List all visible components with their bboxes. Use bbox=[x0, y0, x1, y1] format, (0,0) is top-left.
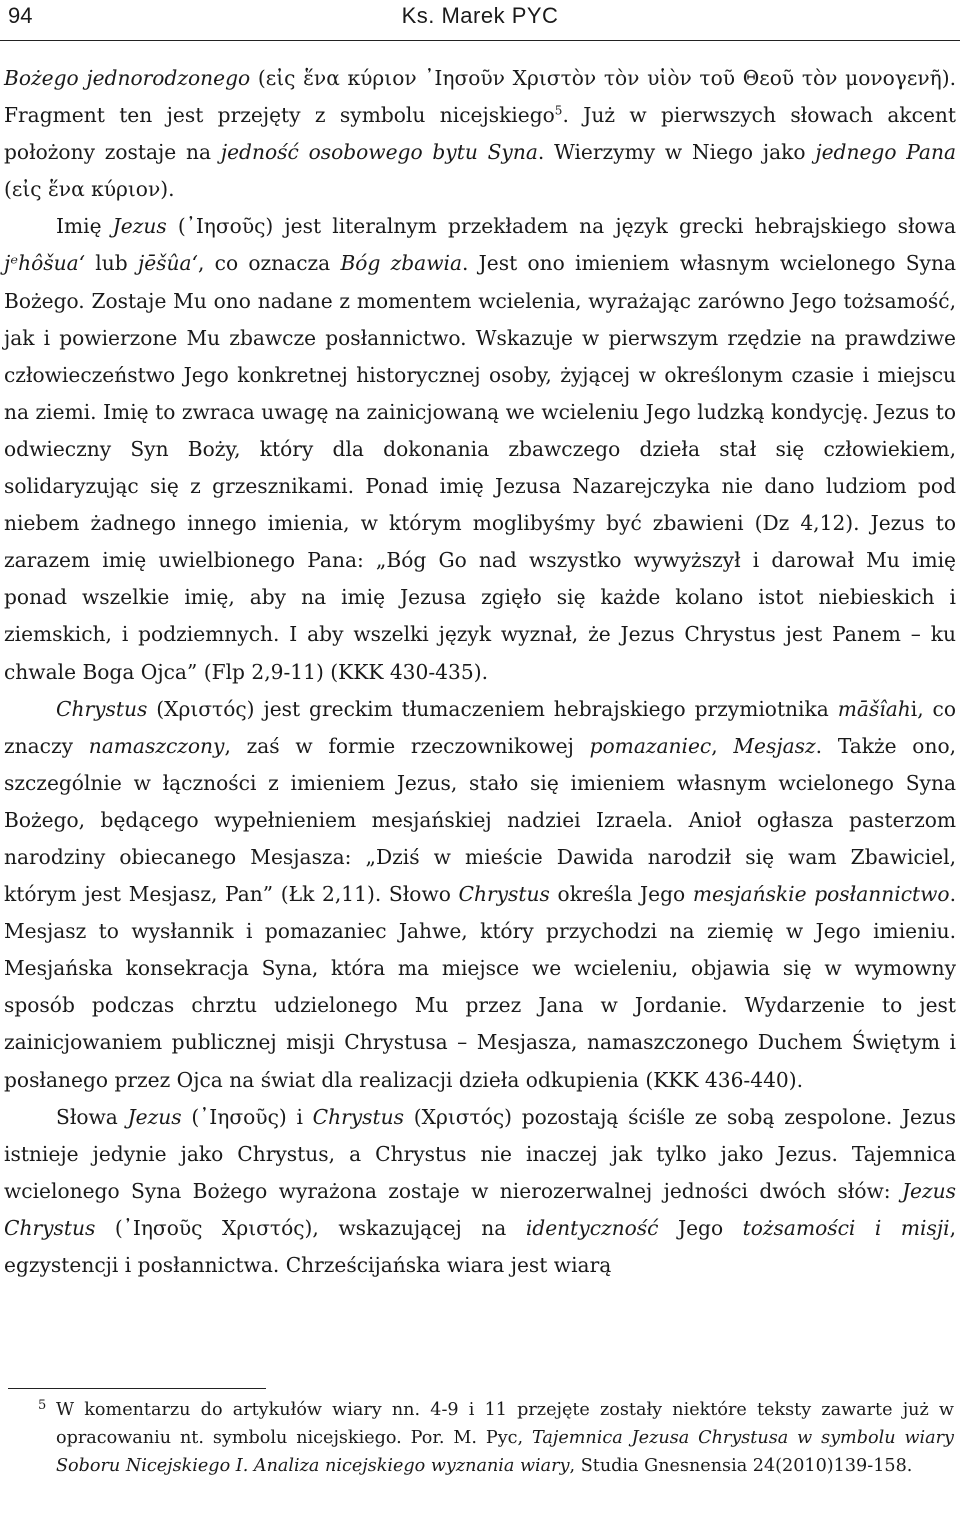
text-run: , egzystencji i posłannictwa. Chrześcijańska wiara jest wiarą bbox=[4, 1215, 957, 1277]
text-run: Imię bbox=[56, 214, 113, 239]
text-run: , co oznacza bbox=[197, 251, 341, 276]
emphasis: Jezus bbox=[127, 1104, 182, 1129]
page-number: 94 bbox=[8, 3, 33, 28]
emphasis: mesjańskie posłannictwo bbox=[692, 882, 950, 907]
emphasis: Bóg zbawia bbox=[340, 251, 462, 276]
text-run: (Χριστός) pozostają ściśle ze sobą zespolone. Jezus istnieje jedynie jako Chrystus, a Chrystus nie inaczej jak tylko jako Jezus. Tajemnica wcielonego Syna Bożego wyrażona zostaje w nierozerwalnej jedności dwóch słów: bbox=[4, 1104, 956, 1203]
emphasis: identyczność bbox=[525, 1215, 659, 1240]
footnote bbox=[38, 1396, 954, 1480]
text-run: lub bbox=[85, 251, 138, 276]
text-run: , bbox=[711, 733, 734, 758]
text-run: . Mesjasz to wysłannik i pomazaniec Jahwe, który przychodzi na ziemię w Jego imieniu. Mesjańska konsekracja Syna, która ma miejsce we wcieleniu, objawia się w wymowny sposób podczas chrztu udzielonego Mu przez Jana w Jordanie. Wydarzenie to jest zainicjowaniem publicznej misji Chrystusa – Mesjasza, namaszczonego Duchem Świętym i posłanego przez Ojca na świat dla realizacji dzieła odkupienia (KKK 436-440). bbox=[4, 882, 956, 1092]
text-run: Słowa bbox=[56, 1104, 128, 1129]
paragraph-2 bbox=[4, 208, 956, 690]
page-header bbox=[0, 0, 960, 34]
text-run: , Studia Gnesnensia 24(2010)139-158. bbox=[569, 1456, 913, 1476]
text-run: (᾿Ιησοῦς Χριστός), wskazującej na bbox=[95, 1215, 526, 1240]
text-run: (᾿Ιησοῦς) jest literalnym przekładem na język grecki hebrajskiego słowa bbox=[166, 214, 957, 239]
text-run: określa Jego bbox=[549, 882, 693, 907]
text-run: W komentarzu do artykułów wiary nn. 4-9 i 11 przejęte zostały niektóre teksty zawarte już w opracowaniu nt. symbolu nicejskiego. Por. M. Pyc, bbox=[56, 1400, 954, 1448]
text-run: (᾿Ιησοῦς) i bbox=[181, 1104, 313, 1129]
text-run: (εἰς ἕνα κύριον ᾿Ιησοῦν Χριστὸν τὸν υἱὸν τοῦ Θεοῦ τὸν μονογενῆ). Fragment ten jest przejęty z symbolu nicejskiego bbox=[4, 66, 956, 128]
text-run: Jego bbox=[658, 1215, 743, 1240]
emphasis: jedność osobowego bytu Syna bbox=[220, 140, 538, 165]
text-run: . Także ono, szczególnie w łączności z imieniem Jezus, stało się imieniem własnym wcielonego Syna Bożego, będącego wypełnieniem mesjańskiej nadziei Izraela. Anioł ogłasza pasterzom narodziny obiecanego Mesjasza: „Dziś w mieście Dawida narodził się wam Zbawiciel, którym jest Mesjasz, Pan” (Łk 2,11). Słowo bbox=[4, 733, 957, 907]
running-head: Ks. Marek PYC bbox=[401, 3, 559, 28]
emphasis: Jezus bbox=[112, 214, 167, 239]
emphasis: Chrystus bbox=[458, 882, 550, 907]
text-run: i, co znaczy bbox=[4, 696, 956, 758]
footnote-ref[interactable]: 5 bbox=[554, 103, 563, 118]
footnote-mark: 5 bbox=[38, 1398, 47, 1413]
emphasis: Chrystus bbox=[312, 1104, 404, 1129]
emphasis: pomazaniec bbox=[589, 733, 712, 758]
emphasis: Tajemnica Jezusa Chrystusa w symbolu wiary Soboru Nicejskiego I. Analiza nicejskiego wyznania wiary bbox=[56, 1428, 954, 1476]
footnote-rule bbox=[8, 1388, 266, 1389]
paragraph-4 bbox=[4, 1099, 956, 1284]
body-text bbox=[4, 60, 956, 1284]
emphasis: Mesjasz bbox=[733, 733, 816, 758]
emphasis: Bożego jednorodzonego bbox=[4, 66, 251, 90]
text-run: (Χριστός) jest greckim tłumaczeniem hebrajskiego przymiotnika bbox=[147, 696, 838, 721]
emphasis: jēšûa‘ bbox=[137, 251, 198, 276]
emphasis: Jezus Chrystus bbox=[4, 1178, 956, 1240]
text-run: (εἰς ἕνα κύριον). bbox=[4, 177, 175, 202]
emphasis: māšîah bbox=[837, 696, 911, 721]
paragraph-3 bbox=[4, 691, 956, 1099]
emphasis: jᵉhôšua‘ bbox=[4, 251, 86, 276]
header-rule bbox=[0, 40, 960, 41]
text-run: , zaś w formie rzeczownikowej bbox=[224, 733, 590, 758]
text-run: . Wierzymy w Niego jako bbox=[537, 140, 816, 165]
emphasis: Chrystus bbox=[56, 696, 148, 721]
emphasis: namaszczony bbox=[88, 733, 225, 758]
emphasis: tożsamości i misji bbox=[742, 1215, 950, 1240]
text-run: . Już w pierwszych słowach akcent położony zostaje na bbox=[4, 103, 957, 165]
paragraph-1 bbox=[4, 60, 956, 208]
emphasis: jednego Pana bbox=[815, 140, 957, 165]
text-run: . Jest ono imieniem własnym wcielonego Syna Bożego. Zostaje Mu ono nadane z momentem wcielenia, wyrażając zarówno Jego tożsamość, jak i powierzone Mu zbawcze posłannictwo. Wskazuje w pierwszym rzędzie na prawdziwe człowieczeństwo Jego konkretnej historycznej osoby, żyjącej w określonym czasie i miejscu na ziemi. Imię to zwraca uwagę na zainicjowaną we wcieleniu Jego ludzką kondycję. Jezus to odwieczny Syn Boży, który dla dokonania zbawczego dzieła stał się człowiekiem, solidaryzując się z grzesznikami. Ponad imię Jezusa Nazarejczyka nie dano ludziom pod niebem żadnego innego imienia, w którym moglibyśmy być zbawieni (Dz 4,12). Jezus to zarazem imię uwielbionego Pana: „Bóg Go nad wszystko wywyższył i darował Mu imię ponad wszelkie imię, aby na imię Jezusa zgięło się każde kolano istot niebieskich i ziemskich, i podziemnych. I aby wszelki język wyznał, że Jezus Chrystus jest Panem – ku chwale Boga Ojca” (Flp 2,9-11) (KKK 430-435). bbox=[4, 251, 957, 684]
